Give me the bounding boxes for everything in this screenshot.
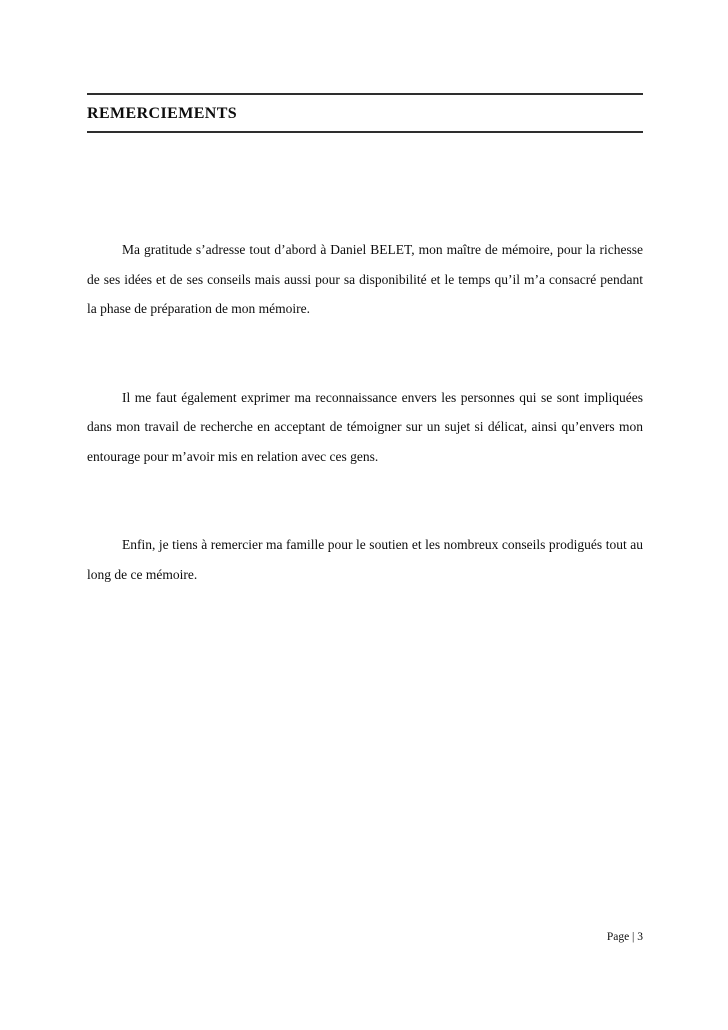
document-body — [87, 235, 643, 589]
section-header — [87, 93, 643, 133]
page-title: REMERCIEMENTS — [87, 104, 238, 122]
paragraph-famille: Enfin, je tiens à remercier ma famille pour le soutien et les nombreux conseils prodigués tout au long de ce mémoire. — [87, 537, 643, 582]
paragraph-gratitude: Ma gratitude s’adresse tout d’abord à Daniel BELET, mon maître de mémoire, pour la richesse de ses idées et de ses conseils mais aussi pour sa disponibilité et le temps qu’il m’a consacré pendant la phase de préparation de mon mémoire. — [87, 242, 643, 316]
page-number: Page | 3 — [606, 931, 643, 943]
page-footer — [607, 931, 643, 943]
paragraph-reconnaissance: Il me faut également exprimer ma reconnaissance envers les personnes qui se sont impliquées dans mon travail de recherche en acceptant de témoigner sur un sujet si délicat, ainsi qu’envers mon entourage pour m’avoir mis en relation avec ces gens. — [87, 389, 643, 464]
